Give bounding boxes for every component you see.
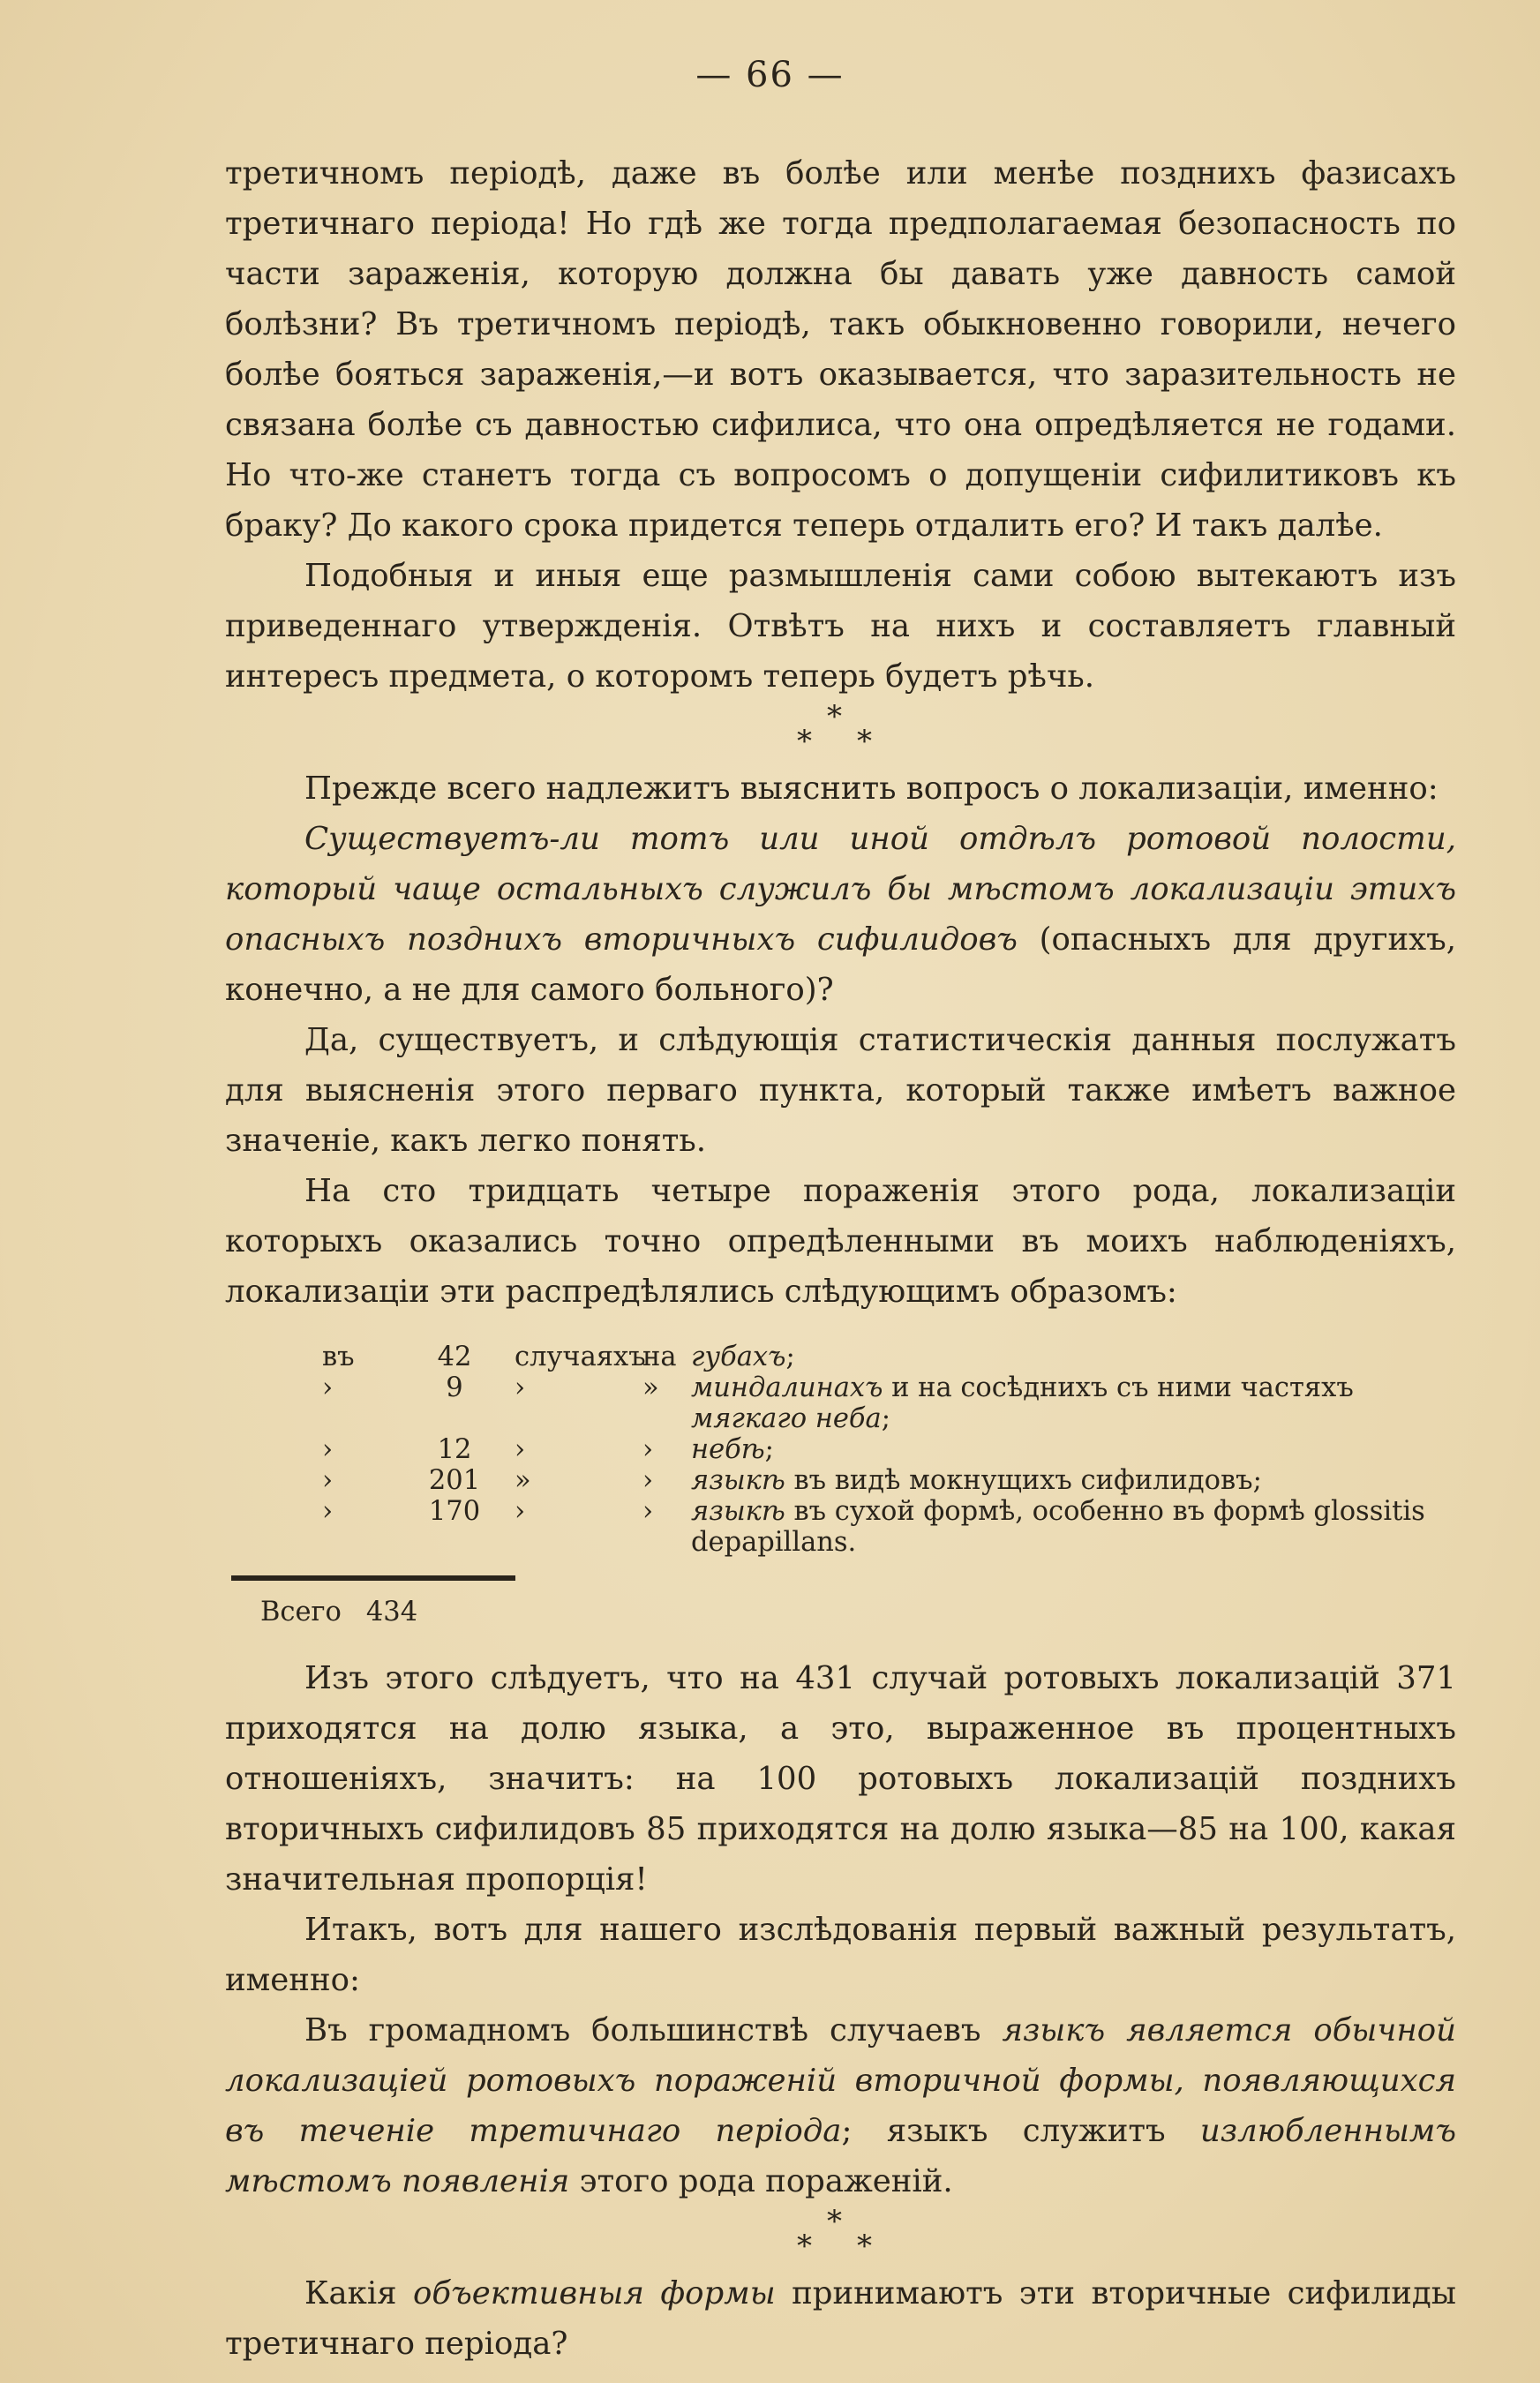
paragraph-3: Прежде всего надлежитъ выяснить вопросъ о локализаціи, именно: — [304, 771, 1439, 807]
asterism-2 — [225, 2206, 1456, 2268]
row-prefix: › — [322, 1434, 334, 1465]
row-count: 201 — [428, 1465, 481, 1496]
paragraph-8: Итакъ, вотъ для нашего изслѣдованія первый важный результатъ, именно: — [225, 1912, 1456, 1998]
table-row — [225, 1434, 1456, 1465]
asterisk: * — [857, 724, 872, 759]
table-row — [225, 1342, 1456, 1372]
row-prep: › — [642, 1496, 654, 1527]
table-row — [225, 1465, 1456, 1496]
table-total — [260, 1593, 1456, 1632]
asterisk: * — [797, 724, 812, 759]
place-italic-2: мягкаго неба — [691, 1403, 882, 1434]
paragraph-6: На сто тридцать четыре пораженія этого рода, локализаціи которыхъ оказались точно опредѣленными въ моихъ наблюденіяхъ, локализаціи эти распредѣлялись слѣдующимъ образомъ: — [225, 1173, 1456, 1310]
place-italic: языкѣ — [691, 1465, 785, 1496]
table-row — [225, 1496, 1456, 1558]
row-prefix: въ — [322, 1342, 355, 1372]
p10-c: принимаютъ эти вторичные сифилиды третичнаго періода? — [225, 2275, 1456, 2362]
row-count: 170 — [428, 1496, 481, 1527]
table-row — [225, 1372, 1456, 1434]
place-rest: ; — [764, 1434, 774, 1465]
body-text — [225, 148, 1456, 2369]
asterism-1 — [225, 699, 1456, 763]
row-prefix: › — [322, 1465, 334, 1496]
row-place — [691, 1372, 1456, 1434]
row-word: » — [515, 1465, 531, 1496]
p9-a: Въ громадномъ большинствѣ случаевъ — [304, 2012, 1003, 2048]
place-italic: языкѣ — [691, 1496, 785, 1527]
place-rest: въ сухой формѣ, особенно въ формѣ glossitis depapillans. — [691, 1496, 1425, 1558]
row-count: 42 — [437, 1342, 472, 1372]
row-place — [691, 1496, 1456, 1558]
row-prep: › — [642, 1434, 654, 1465]
row-word: › — [515, 1434, 526, 1465]
place-italic: губахъ — [691, 1342, 786, 1372]
page-number: — 66 — — [695, 55, 845, 95]
row-prep: › — [642, 1465, 654, 1496]
asterisk: * — [857, 2229, 872, 2264]
paragraph-10 — [225, 2268, 1456, 2369]
row-count: 9 — [446, 1372, 463, 1403]
asterisk: * — [827, 2204, 842, 2239]
place-rest: ; — [785, 1342, 795, 1372]
p9-c: ; языкъ служитъ — [841, 2113, 1200, 2149]
total-value: 434 — [365, 1597, 418, 1628]
row-prep: на — [642, 1342, 677, 1372]
localization-table — [225, 1342, 1456, 1632]
paragraph-4 — [225, 814, 1456, 1015]
p9-b-italic: языкъ является обычной локализаціей ротовыхъ пораженій вторичной формы, появляющихся въ теченіе третичнаго періода — [225, 2012, 1457, 2149]
place-italic: миндалинахъ — [691, 1372, 883, 1403]
row-count: 12 — [437, 1434, 472, 1465]
row-word: › — [515, 1372, 526, 1403]
total-rule — [231, 1575, 515, 1581]
row-place — [691, 1465, 1456, 1496]
place-rest-2: ; — [881, 1403, 890, 1434]
p9-d-italic: излюбленнымъ мѣстомъ появленія — [225, 2113, 1456, 2199]
paragraph-7: Изъ этого слѣдуетъ, что на 431 случай ротовыхъ локализацій 371 приходятся на долю языка, а это, выраженное въ процентныхъ отношеніяхъ, значитъ: на 100 ротовыхъ локализацій позднихъ вторичныхъ сифилидовъ 85 приходятся на долю языка—85 на 100, какая значительная пропорція! — [225, 1660, 1456, 1898]
paragraph-2: Подобныя и иныя еще размышленія сами собою вытекаютъ изъ приведеннаго утвержденія. Отвѣтъ на нихъ и составляетъ главный интересъ предмета, о которомъ теперь будетъ рѣчь. — [225, 558, 1456, 695]
asterisk: * — [827, 699, 842, 734]
place-rest: и на сосѣднихъ съ ними частяхъ — [883, 1372, 1354, 1403]
p10-a: Какія — [304, 2275, 414, 2312]
asterisk: * — [797, 2229, 812, 2264]
place-rest: въ видѣ мокнущихъ сифилидовъ; — [785, 1465, 1262, 1496]
total-label: Всего — [260, 1597, 342, 1628]
row-word: › — [515, 1496, 526, 1527]
paragraph-1: третичномъ періодѣ, даже въ болѣе или менѣе позднихъ фазисахъ третичнаго періода! Но гдѣ же тогда предполагаемая безопасность по части зараженія, которую должна бы давать уже давность самой болѣзни? Въ третичномъ періодѣ, такъ обыкновенно говорили, нечего болѣе бояться зараженія,—и вотъ оказывается, что заразительность не связана болѣе съ давностью сифилиса, что она опредѣляется не годами. Но что-же станетъ тогда съ вопросомъ о допущеніи сифилитиковъ къ браку? До какого срока придется теперь отдалить его? И такъ далѣе. — [225, 155, 1456, 544]
p10-b-italic: объективныя формы — [413, 2275, 776, 2312]
paragraph-4-rest: (опасныхъ для другихъ, конечно, а не для самого больного)? — [225, 921, 1456, 1008]
p9-e: этого рода пораженій. — [569, 2163, 953, 2199]
row-prefix: › — [322, 1496, 334, 1527]
row-place — [691, 1342, 1456, 1372]
row-place — [691, 1434, 1456, 1465]
place-italic: небѣ — [691, 1434, 765, 1465]
paragraph-4-italic: Существуетъ-ли тотъ или иной отдѣлъ ротовой полости, который чаще остальныхъ служилъ бы мѣстомъ локализаціи этихъ опасныхъ позднихъ вторичныхъ сифилидовъ — [225, 821, 1456, 958]
row-word: случаяхъ — [515, 1342, 646, 1372]
paragraph-9 — [225, 2005, 1456, 2206]
row-prep: » — [642, 1372, 659, 1403]
paragraph-5: Да, существуетъ, и слѣдующія статистическія данныя послужатъ для выясненія этого перваго пункта, который также имѣетъ важное значеніе, какъ легко понять. — [225, 1022, 1456, 1159]
row-prefix: › — [322, 1372, 334, 1403]
